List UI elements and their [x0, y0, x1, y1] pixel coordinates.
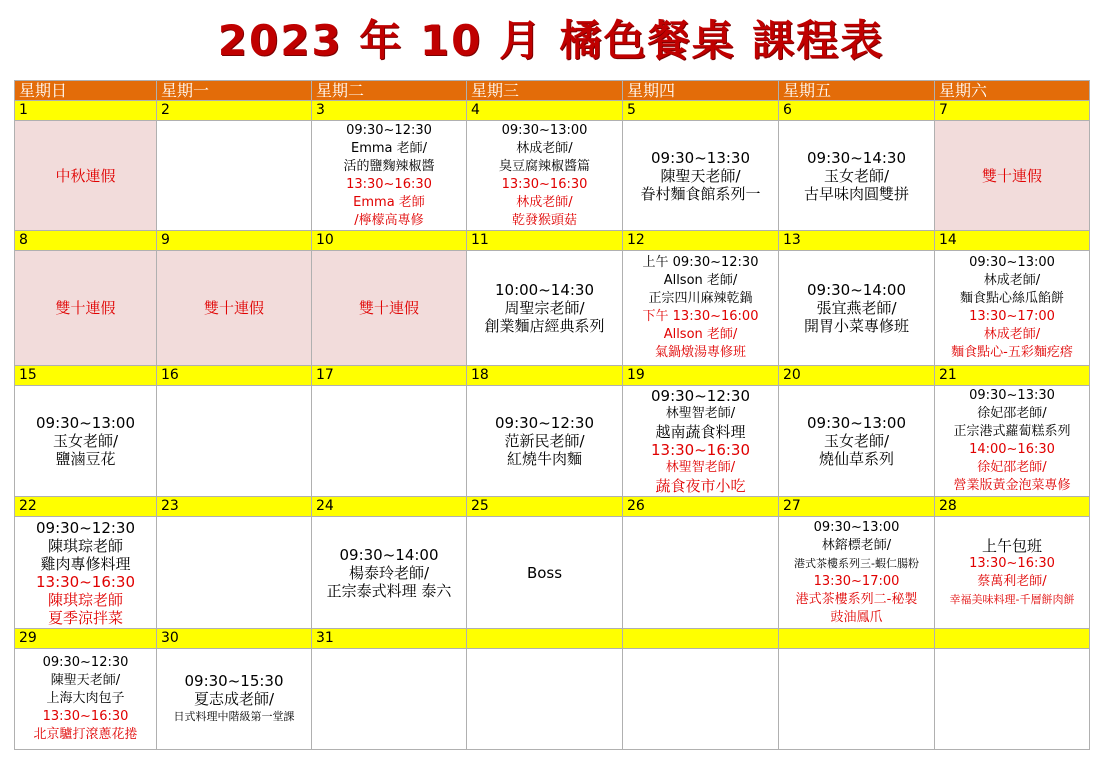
course-line: 陳琪琮老師: [47, 536, 123, 555]
course-line: 玉女老師/: [52, 432, 119, 450]
course-cell: [157, 517, 312, 629]
holiday-cell: [312, 251, 467, 366]
afternoon-course-line: 13:30~16:30: [650, 441, 751, 459]
course-line: Boss: [526, 563, 563, 582]
course-line: 09:30~15:30: [184, 672, 284, 690]
afternoon-course-line: 13:30~17:00: [813, 573, 900, 589]
course-line: 張宜燕老師/: [816, 299, 897, 317]
course-line: 09:30~12:30: [346, 122, 432, 138]
course-line: 09:30~14:00: [339, 545, 439, 564]
holiday-cell: [15, 251, 157, 366]
date-number: 25: [467, 497, 623, 517]
course-cell: [467, 649, 623, 750]
course-cell: [467, 386, 623, 497]
course-line: 日式料理中階級第一堂課: [173, 710, 295, 723]
weekday-header: 星期四: [623, 81, 779, 101]
afternoon-course-line: 夏季涼拌菜: [47, 608, 123, 627]
course-cell: [157, 121, 312, 231]
date-number: 15: [15, 366, 157, 386]
course-line: 紅燒牛肉麵: [506, 450, 582, 468]
course-line: 雞肉專修料理: [40, 554, 131, 573]
course-line: 玉女老師/: [823, 166, 890, 185]
afternoon-course-line: 13:30~16:30: [346, 176, 432, 192]
date-number: 28: [935, 497, 1090, 517]
course-line: Emma 老師/: [350, 140, 428, 156]
afternoon-course-line: 林成老師/: [516, 194, 573, 210]
course-line: 正宗港式蘿蔔糕系列: [953, 424, 1071, 439]
course-cell: [312, 386, 467, 497]
date-number: [467, 629, 623, 649]
course-cell: [935, 251, 1090, 366]
date-number: 9: [157, 231, 312, 251]
afternoon-course-line: 蔡萬利老師/: [977, 573, 1047, 589]
date-number: 26: [623, 497, 779, 517]
afternoon-course-line: Allson 老師/: [663, 327, 738, 342]
date-number-row: [15, 101, 1090, 121]
afternoon-course-line: 乾發猴頭菇: [511, 212, 577, 228]
course-cell: [467, 121, 623, 231]
date-number-row: [15, 629, 1090, 649]
holiday-cell: [15, 121, 157, 231]
course-row: [15, 121, 1090, 231]
course-cell: [623, 386, 779, 497]
course-line: 陳聖天老師/: [660, 166, 741, 185]
course-cell: [467, 517, 623, 629]
date-number: 7: [935, 101, 1090, 121]
afternoon-course-line: 13:30~16:30: [969, 555, 1055, 571]
holiday-label: 雙十連假: [358, 299, 419, 317]
afternoon-course-line: 林成老師/: [983, 327, 1041, 342]
course-line: 09:30~12:30: [494, 414, 595, 432]
afternoon-course-line: 林聖智老師/: [665, 460, 736, 475]
course-line: 09:30~13:00: [806, 414, 907, 432]
course-cell: [467, 251, 623, 366]
course-cell: [935, 517, 1090, 629]
course-line: 越南蔬食料理: [655, 423, 746, 441]
course-line: 創業麵店經典系列: [484, 317, 605, 335]
course-line: 上午 09:30~12:30: [642, 255, 759, 270]
afternoon-course-line: 港式茶樓系列二-秘製: [795, 591, 918, 607]
date-number: 8: [15, 231, 157, 251]
date-number: 3: [312, 101, 467, 121]
date-number-row: [15, 497, 1090, 517]
course-line: 上午包班: [981, 536, 1042, 555]
date-number: 19: [623, 366, 779, 386]
course-cell: [935, 386, 1090, 497]
course-line: 開胃小菜專修班: [803, 317, 909, 335]
course-line: 09:30~12:30: [35, 518, 136, 537]
date-number: 20: [779, 366, 935, 386]
afternoon-course-line: 營業版黃金泡菜專修: [953, 478, 1071, 493]
course-line: 燒仙草系列: [818, 450, 894, 468]
date-number: 18: [467, 366, 623, 386]
weekday-header: 星期六: [935, 81, 1090, 101]
course-cell: [779, 649, 935, 750]
date-number: 21: [935, 366, 1090, 386]
page-title: 2023 年 10 月 橘色餐桌 課程表: [217, 16, 885, 65]
weekday-header: 星期日: [15, 81, 157, 101]
course-line: 09:30~12:30: [650, 387, 751, 405]
date-number: 17: [312, 366, 467, 386]
afternoon-course-line: 13:30~17:00: [969, 309, 1055, 324]
afternoon-course-line: 徐妃邵老師/: [977, 460, 1047, 475]
course-cell: [312, 121, 467, 231]
course-cell: [157, 386, 312, 497]
afternoon-course-line: 幸福美味料理-千層餅肉餅: [949, 592, 1075, 606]
course-line: 林成老師/: [983, 273, 1041, 288]
course-calendar: [14, 80, 1090, 750]
course-line: 夏志成老師/: [193, 690, 275, 708]
weekday-header: 星期三: [467, 81, 623, 101]
course-line: 徐妃邵老師/: [977, 406, 1047, 421]
course-cell: [779, 517, 935, 629]
course-cell: [779, 251, 935, 366]
afternoon-course-line: 13:30~16:30: [42, 709, 129, 724]
date-number: 23: [157, 497, 312, 517]
date-number: 2: [157, 101, 312, 121]
course-row: [15, 251, 1090, 366]
weekday-header: 星期五: [779, 81, 935, 101]
course-cell: [312, 649, 467, 750]
date-number-row: [15, 231, 1090, 251]
course-line: 上海大肉包子: [46, 691, 125, 706]
course-cell: [15, 649, 157, 750]
course-cell: [15, 386, 157, 497]
afternoon-course-line: 13:30~16:30: [501, 176, 588, 192]
course-line: 陳聖天老師/: [50, 673, 121, 688]
course-line: 林成老師/: [516, 140, 573, 156]
course-row: [15, 386, 1090, 497]
date-number: [779, 629, 935, 649]
weekday-header-row: [15, 81, 1090, 101]
weekday-header: 星期一: [157, 81, 312, 101]
afternoon-course-line: 豉油鳳爪: [830, 609, 883, 625]
course-line: 正宗四川麻辣乾鍋: [648, 291, 753, 306]
date-number: 11: [467, 231, 623, 251]
course-line: 眷村麵食館系列一: [640, 184, 761, 203]
date-number: [623, 629, 779, 649]
date-number: 16: [157, 366, 312, 386]
course-line: 09:30~13:30: [969, 388, 1055, 403]
course-line: 09:30~13:30: [650, 148, 751, 167]
holiday-label: 雙十連假: [203, 299, 264, 317]
course-line: 麵食點心絲瓜餡餅: [959, 291, 1064, 306]
course-cell: [623, 517, 779, 629]
date-number: 24: [312, 497, 467, 517]
date-number: 1: [15, 101, 157, 121]
course-line: 臭豆腐辣椒醬篇: [498, 158, 590, 174]
course-cell: [623, 649, 779, 750]
afternoon-course-line: Emma 老師: [353, 194, 425, 210]
course-line: 活的鹽麴辣椒醬: [343, 158, 435, 174]
course-line: 林鎔標老師/: [821, 537, 892, 553]
course-line: 09:30~13:00: [35, 414, 136, 432]
holiday-label: 雙十連假: [981, 166, 1042, 185]
course-line: 鹽滷豆花: [55, 450, 116, 468]
afternoon-course-line: 下午 13:30~16:00: [642, 309, 759, 324]
course-row: [15, 649, 1090, 750]
afternoon-course-line: /檸檬高專修: [354, 212, 424, 228]
date-number: 30: [157, 629, 312, 649]
course-line: 09:30~12:30: [42, 655, 129, 670]
course-line: Allson 老師/: [663, 273, 738, 288]
course-line: 09:30~14:00: [806, 281, 907, 299]
date-number: 14: [935, 231, 1090, 251]
course-line: 09:30~13:00: [969, 255, 1055, 270]
course-line: 09:30~13:00: [501, 122, 588, 138]
date-number: 13: [779, 231, 935, 251]
weekday-header: 星期二: [312, 81, 467, 101]
course-row: [15, 517, 1090, 629]
holiday-label: 中秋連假: [55, 166, 116, 185]
course-cell: [15, 517, 157, 629]
course-cell: [312, 517, 467, 629]
date-number: 31: [312, 629, 467, 649]
course-line: 港式茶樓系列三-蝦仁腸粉: [794, 556, 919, 570]
course-cell: [779, 386, 935, 497]
course-cell: [157, 649, 312, 750]
course-line: 玉女老師/: [823, 432, 890, 450]
course-line: 周聖宗老師/: [504, 299, 585, 317]
date-number: 29: [15, 629, 157, 649]
afternoon-course-line: 14:00~16:30: [969, 442, 1055, 457]
afternoon-course-line: 13:30~16:30: [35, 572, 136, 591]
date-number: 27: [779, 497, 935, 517]
date-number: 12: [623, 231, 779, 251]
date-number: 5: [623, 101, 779, 121]
course-line: 范新民老師/: [504, 432, 585, 450]
date-number: 6: [779, 101, 935, 121]
course-cell: [779, 121, 935, 231]
course-line: 林聖智老師/: [665, 406, 736, 421]
date-number: 22: [15, 497, 157, 517]
date-number: 4: [467, 101, 623, 121]
course-line: 古早味肉圓雙拼: [803, 184, 909, 203]
course-line: 楊泰玲老師/: [348, 563, 430, 582]
afternoon-course-line: 北京驢打滾蔥花捲: [33, 727, 138, 742]
holiday-label: 雙十連假: [55, 299, 116, 317]
course-line: 10:00~14:30: [494, 281, 595, 299]
date-number: 10: [312, 231, 467, 251]
course-cell: [623, 121, 779, 231]
course-cell: [935, 649, 1090, 750]
course-line: 09:30~13:00: [813, 519, 900, 535]
afternoon-course-line: 蔬食夜市小吃: [655, 477, 746, 495]
course-cell: [623, 251, 779, 366]
holiday-cell: [935, 121, 1090, 231]
date-number: [935, 629, 1090, 649]
holiday-cell: [157, 251, 312, 366]
course-line: 09:30~14:30: [806, 148, 907, 167]
course-line: 正宗泰式料理 泰六: [326, 581, 452, 600]
afternoon-course-line: 麵食點心-五彩麵疙瘩: [951, 345, 1073, 360]
date-number-row: [15, 366, 1090, 386]
afternoon-course-line: 陳琪琮老師: [47, 590, 123, 609]
afternoon-course-line: 氣鍋燉湯專修班: [654, 345, 746, 360]
